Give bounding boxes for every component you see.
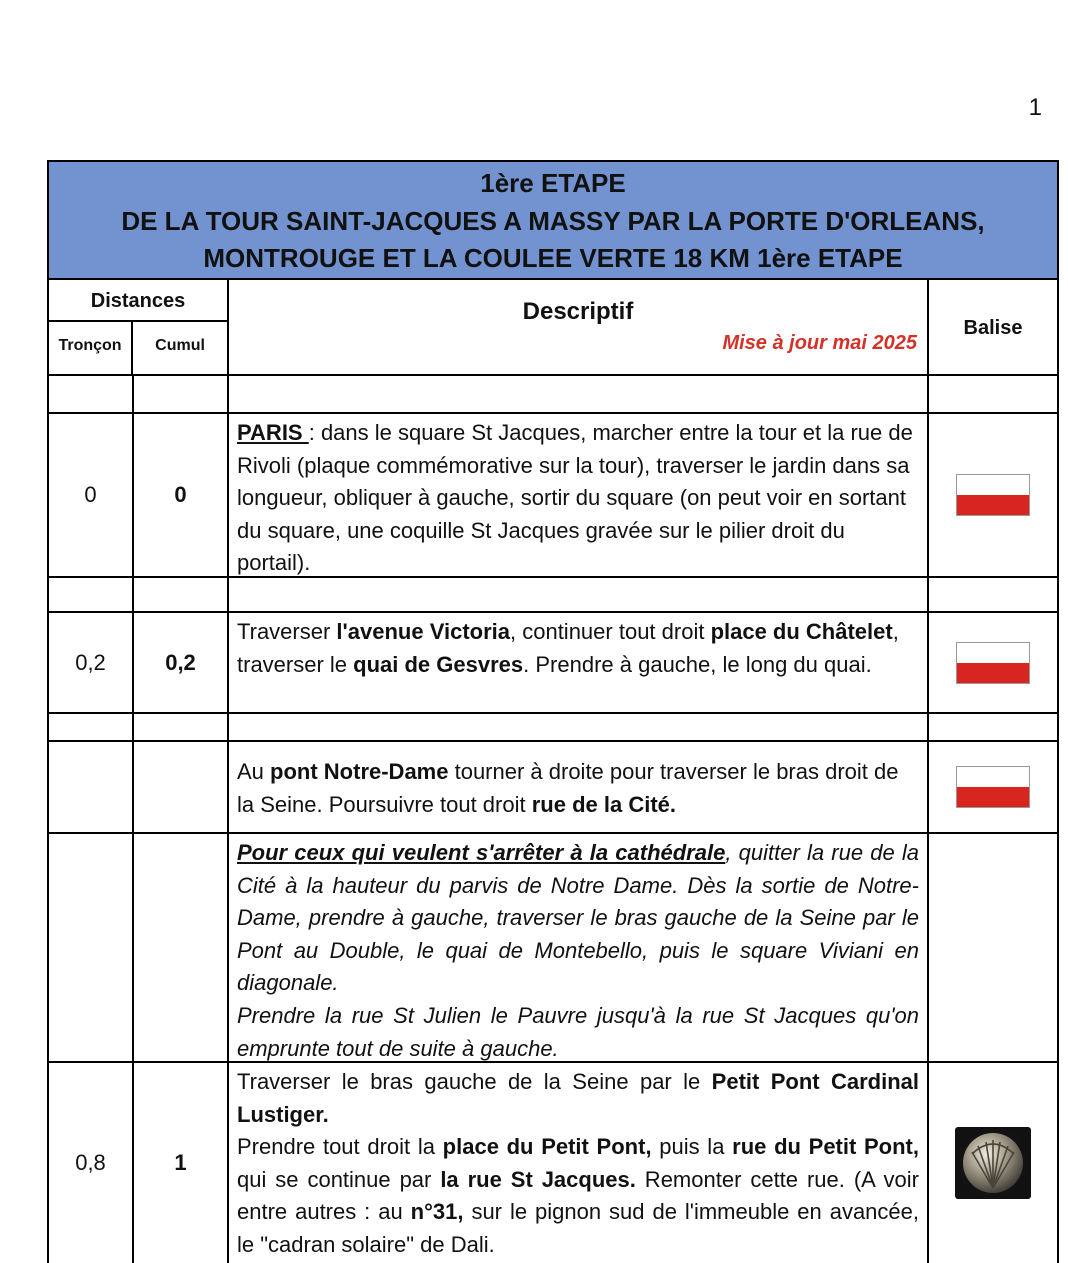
description-cell bbox=[229, 613, 929, 712]
street-name: l'avenue Victoria bbox=[336, 619, 510, 644]
stage-title-line-3: MONTROUGE ET LA COULEE VERTE 18 KM 1ère ETAPE bbox=[203, 243, 903, 273]
street-name: rue de la Cité. bbox=[531, 791, 676, 817]
street-name: pont Notre-Dame bbox=[270, 759, 449, 784]
balise-cell bbox=[929, 834, 1057, 1061]
red-white-flag-icon bbox=[956, 474, 1030, 516]
balise-cell bbox=[929, 414, 1057, 576]
cumul-cell bbox=[134, 834, 229, 1061]
stage-title bbox=[49, 162, 1057, 280]
table-row bbox=[49, 613, 1057, 714]
cumul-cell: 0,2 bbox=[134, 613, 229, 712]
description-text: , continuer tout droit bbox=[510, 619, 711, 644]
description-text: Prendre la rue St Julien le Pauvre jusqu'à la rue St Jacques qu'on emprunte tout de suite à gauche. bbox=[237, 1002, 919, 1061]
street-name: quai de Gesvres bbox=[353, 651, 524, 677]
place-name: PARIS bbox=[237, 420, 309, 445]
description-text: Traverser bbox=[237, 619, 337, 644]
red-white-flag-icon bbox=[956, 642, 1030, 684]
cathedral-note-heading: Pour ceux qui veulent s'arrêter à la cathédrale bbox=[237, 840, 726, 865]
description-cell bbox=[229, 834, 929, 1061]
scallop-shell-marker-icon bbox=[955, 1127, 1031, 1199]
description-text: puis la bbox=[651, 1134, 733, 1160]
update-note: Mise à jour mai 2025 bbox=[722, 332, 917, 354]
description-text: Traverser le bras gauche de la Seine par le bbox=[237, 1069, 712, 1094]
description-text: . Prendre à gauche, le long du quai. bbox=[523, 651, 872, 677]
description-cell bbox=[229, 742, 929, 832]
street-name: place du Petit Pont, bbox=[442, 1134, 652, 1160]
balise-cell bbox=[929, 742, 1057, 832]
spacer-row bbox=[49, 376, 1057, 414]
description-cell bbox=[229, 414, 929, 576]
table-row bbox=[49, 414, 1057, 578]
descriptif-label: Descriptif bbox=[522, 298, 634, 325]
distances-header bbox=[49, 280, 229, 374]
spacer-row bbox=[49, 714, 1057, 742]
troncon-cell: 0,8 bbox=[49, 1063, 134, 1263]
description-text: , traverser le bbox=[237, 619, 899, 677]
street-name: Petit Pont Cardinal Lustiger. bbox=[237, 1069, 919, 1127]
address-number: n°31, bbox=[410, 1199, 464, 1225]
distances-label: Distances bbox=[49, 280, 227, 322]
description-cell bbox=[229, 1063, 929, 1263]
street-name: la rue St Jacques. bbox=[440, 1166, 636, 1192]
table-header bbox=[49, 280, 1057, 376]
description-text: , quitter la rue de la Cité à la hauteur du parvis de Notre Dame. Dès la sortie de Notre-Dame, prendre à gauche, traverser le bras gauche de la Seine par le Pont au Double, le quai de Montebello, puis le square Viviani en diagonale. bbox=[237, 840, 920, 996]
cumul-header: Cumul bbox=[155, 337, 205, 354]
table-row bbox=[49, 1063, 1057, 1263]
description-text: : dans le square St Jacques, marcher entre la tour et la rue de Rivoli (plaque commémorative sur la tour), traverser le jardin dans sa longueur, obliquer à gauche, sortir du square (on peut voir en sortant du square, une coquille St Jacques gravée sur le pilier droit du portail). bbox=[237, 420, 913, 576]
page-number: 1 bbox=[1028, 94, 1042, 121]
troncon-cell: 0 bbox=[49, 414, 134, 576]
description-text: Prendre tout droit la bbox=[237, 1134, 443, 1160]
red-white-flag-icon bbox=[956, 766, 1030, 808]
troncon-cell bbox=[49, 834, 134, 1061]
spacer-row bbox=[49, 578, 1057, 613]
description-text: tourner à droite pour traverser le bras droit de la Seine. Poursuivre tout droit bbox=[237, 759, 899, 817]
cumul-cell: 0 bbox=[134, 414, 229, 576]
descriptif-header bbox=[229, 280, 929, 374]
cumul-cell: 1 bbox=[134, 1063, 229, 1263]
troncon-header: Tronçon bbox=[49, 322, 133, 374]
description-text: Remonter cette rue. (A voir entre autres : au bbox=[237, 1166, 919, 1225]
stage-title-line-1: 1ère ETAPE bbox=[480, 168, 626, 198]
street-name: rue du Petit Pont, bbox=[732, 1134, 919, 1160]
description-text: qui se continue par bbox=[237, 1166, 441, 1192]
description-text: Au bbox=[237, 759, 271, 784]
balise-cell bbox=[929, 613, 1057, 712]
stage-table bbox=[47, 160, 1059, 1263]
troncon-cell bbox=[49, 742, 134, 832]
table-row bbox=[49, 742, 1057, 834]
balise-cell bbox=[929, 1063, 1057, 1263]
balise-header: Balise bbox=[963, 317, 1023, 339]
description-text: sur le pignon sud de l'immeuble en avancée, le "cadran solaire" de Dali. bbox=[237, 1199, 919, 1257]
table-row bbox=[49, 834, 1057, 1063]
stage-title-line-2: DE LA TOUR SAINT-JACQUES A MASSY PAR LA PORTE D'ORLEANS, bbox=[121, 205, 985, 236]
cumul-cell bbox=[134, 742, 229, 832]
street-name: place du Châtelet bbox=[710, 619, 893, 644]
troncon-cell: 0,2 bbox=[49, 613, 134, 712]
